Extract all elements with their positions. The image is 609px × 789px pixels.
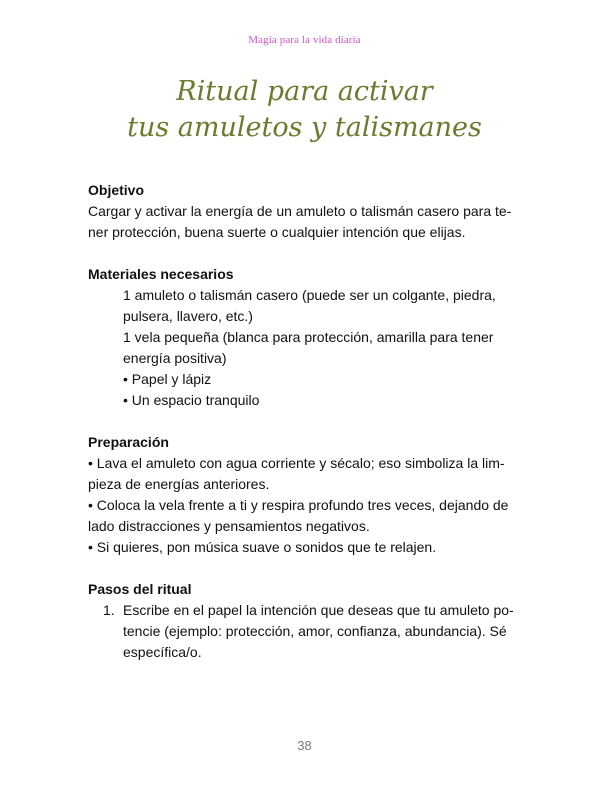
materials-line: pulsera, llavero, etc.): [123, 308, 253, 324]
step-line: específica/o.: [123, 644, 202, 660]
preparation-line: lado distracciones y pensamientos negativos.: [88, 518, 370, 534]
preparation-line: • Coloca la vela frente a ti y respira profundo tres veces, dejando de: [88, 497, 509, 513]
materials-section: [88, 264, 524, 411]
step-line: tencie (ejemplo: protección, amor, confianza, abundancia). Sé: [123, 623, 507, 639]
preparation-heading: Preparación: [88, 434, 169, 450]
materials-line: • Un espacio tranquilo: [123, 392, 260, 408]
running-header: Magia para la vida diaria: [248, 34, 361, 46]
materials-line: energía positiva): [123, 350, 227, 366]
materials-line: 1 amuleto o talismán casero (puede ser un colgante, piedra,: [123, 287, 496, 303]
title-line-1: Ritual para activar: [176, 76, 433, 107]
page-content: [88, 180, 524, 684]
preparation-section: [88, 432, 524, 558]
materials-line: • Papel y lápiz: [123, 371, 212, 387]
steps-section: [88, 579, 524, 663]
materials-line: 1 vela pequeña (blanca para protección, amarilla para tener: [123, 329, 494, 345]
objective-section: [88, 180, 524, 243]
step-line: Escribe en el papel la intención que deseas que tu amuleto po-: [123, 602, 514, 618]
step-item: [88, 600, 524, 663]
step-number: 1.: [103, 602, 115, 618]
page-number: 38: [297, 738, 312, 753]
title-line-2: tus amuletos y talismanes: [127, 112, 482, 143]
objective-heading: Objetivo: [88, 182, 145, 198]
preparation-line: pieza de energías anteriores.: [88, 476, 270, 492]
materials-heading: Materiales necesarios: [88, 266, 234, 282]
objective-text-line: ner protección, buena suerte o cualquier intención que elijas.: [88, 224, 466, 240]
steps-heading: Pasos del ritual: [88, 581, 192, 597]
page-title: [0, 74, 609, 146]
objective-text-line: Cargar y activar la energía de un amuleto o talismán casero para te-: [88, 203, 512, 219]
preparation-line: • Lava el amuleto con agua corriente y sécalo; eso simboliza la lim-: [88, 455, 505, 471]
preparation-line: • Si quieres, pon música suave o sonidos que te relajen.: [88, 539, 437, 555]
